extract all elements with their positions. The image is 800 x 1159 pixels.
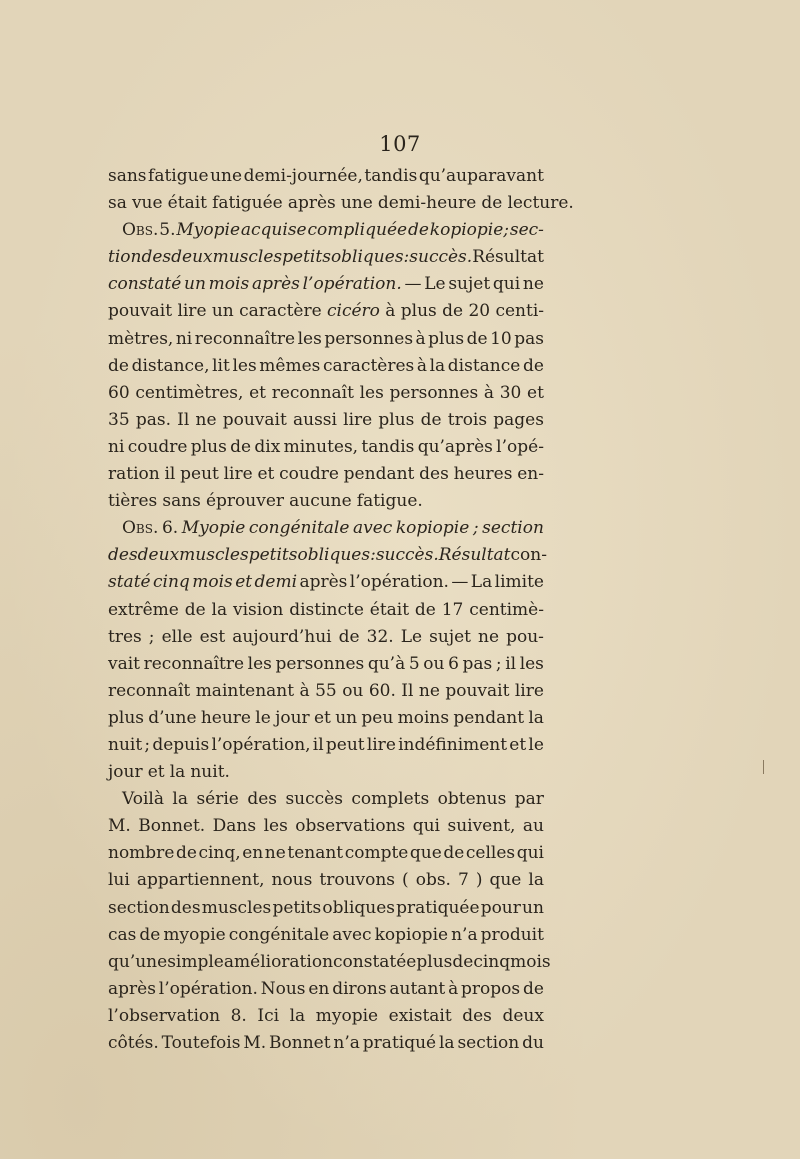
body-text (108, 163, 574, 1057)
text-line: ni coudre plus de dix minutes, tandis qu’après l’opé- (108, 436, 544, 457)
text-line: 35 pas. Il ne pouvait aussi lire plus de trois pages (108, 409, 544, 430)
margin-mark (763, 760, 764, 774)
text-line: tières sans éprouver aucune fatigue. (108, 491, 423, 512)
text-line: des deux muscles petits obliques : succès. Résultat con- (108, 545, 547, 566)
text-line: de distance, lit les mêmes caractères à la distance de (108, 355, 544, 376)
text-line: Obs. 6. Myopie congénitale avec kopiopie ; section (122, 518, 544, 539)
text-line: sans fatigue une demi-journée, tandis qu’auparavant (108, 166, 544, 186)
text-line: nombre de cinq, en ne tenant compte que de celles qui (108, 843, 544, 864)
text-line: après l’opération. Nous en dirons autant à propos de (108, 978, 544, 999)
text-line: nuit ; depuis l’opération, il peut lire indéfiniment et le (108, 734, 544, 755)
text-line: l’observation 8. Ici la myopie existait des deux (108, 1005, 544, 1026)
text-line: cas de myopie congénitale avec kopiopie n’a produit (108, 924, 544, 945)
text-line: qu’une simple amélioration constatée plus de cinq mois (108, 951, 551, 972)
text-line: Obs. 5. Myopie acquise compliquée de kopiopie; sec- (122, 220, 544, 241)
text-line: lui appartiennent, nous trouvons ( obs. 7 ) que la (108, 870, 544, 891)
text-line: tion des deux muscles petits obliques : succès. Résultat (108, 247, 544, 268)
text-line: sa vue était fatiguée après une demi-heure de lecture. (108, 193, 574, 214)
text-line: M. Bonnet. Dans les observations qui suivent, au (108, 816, 544, 837)
text-line: ration il peut lire et coudre pendant des heures en- (108, 464, 544, 485)
text-line: staté cinq mois et demi après l’opération. — La limite (108, 572, 544, 593)
text-line: 60 centimètres, et reconnaît les personnes à 30 et (108, 382, 544, 403)
text-line: constaté un mois après l’opération. — Le sujet qui ne (108, 274, 544, 295)
text-line: côtés. Toutefois M. Bonnet n’a pratiqué la section du (108, 1033, 544, 1053)
text-line: pouvait lire un caractère cicéro à plus de 20 centi- (108, 301, 544, 322)
text-line: section des muscles petits obliques pratiquée pour un (108, 897, 544, 918)
text-line: vait reconnaître les personnes qu’à 5 ou 6 pas ; il les (108, 653, 544, 674)
text-line: extrême de la vision distincte était de 17 centimè- (108, 599, 544, 620)
text-line: plus d’une heure le jour et un peu moins pendant la (108, 707, 544, 728)
page-number: 107 (379, 132, 421, 156)
text-line: jour et la nuit. (108, 762, 230, 783)
text-line: Voilà la série des succès complets obtenus par (122, 789, 544, 810)
text-line: reconnaît maintenant à 55 ou 60. Il ne pouvait lire (108, 680, 544, 701)
text-line: mètres, ni reconnaître les personnes à plus de 10 pas (108, 328, 544, 349)
text-line: tres ; elle est aujourd’hui de 32. Le sujet ne pou- (108, 626, 544, 647)
